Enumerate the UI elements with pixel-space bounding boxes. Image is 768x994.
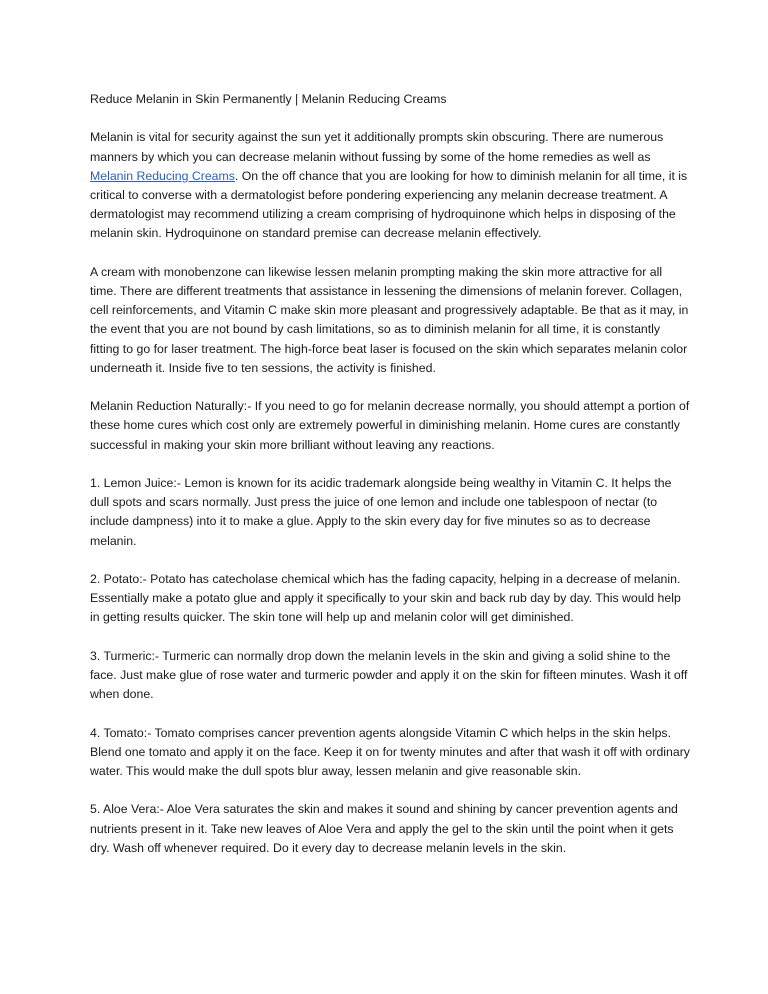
paragraph-lemon-juice: 1. Lemon Juice:- Lemon is known for its acidic trademark alongside being wealthy in Vitamin C. It helps the dull spots and scars normally. Just press the juice of one lemon and include one tablespoon of nectar (to include dampness) into it to make a glue. Apply to the skin every day for five minutes so as to decrease melanin. <box>90 476 672 548</box>
intro-text-before-link: Melanin is vital for security against the sun yet it additionally prompts skin obscuring. There are numerous manners by which you can decrease melanin without fussing by some of the home remedies as well as <box>90 130 664 164</box>
document-page <box>90 90 690 877</box>
intro-text-after-link: . On the off chance that you are looking for how to diminish melanin for all time, it is critical to converse with a dermatologist before pondering experiencing any melanin decrease treatment. A dermatologist may recommend utilizing a cream comprising of hydroquinone which helps in disposing of the melanin skin. Hydroquinone on standard premise can decrease melanin effectively. <box>90 168 688 241</box>
paragraph-potato: 2. Potato:- Potato has catecholase chemical which has the fading capacity, helping in a decrease of melanin. Essentially make a potato glue and apply it specifically to your skin and back rub day by day. This would help in getting results quicker. The skin tone will help up and melanin color will get diminished. <box>90 572 681 625</box>
paragraph-turmeric: 3. Turmeric:- Turmeric can normally drop down the melanin levels in the skin and giving a solid shine to the face. Just make glue of rose water and turmeric powder and apply it on the skin for fifteen minutes. Wash it off when done. <box>90 648 688 702</box>
melanin-reducing-creams-link[interactable]: Melanin Reducing Creams <box>90 168 235 183</box>
paragraph-treatments: A cream with monobenzone can likewise lessen melanin prompting making the skin more attractive for all time. There are different treatments that assistance in lessening the dimensions of melanin forever. Collagen, cell reinforcements, and Vitamin C make skin more pleasant and progressively adaptable. Be that as it may, in the event that you are not bound by cash limitations, so as to diminish melanin for all time, it is constantly fitting to go for laser treatment. The high-force beat laser is focused on the skin which separates melanin color underneath it. Inside five to ten sessions, the activity is finished. <box>90 264 689 375</box>
paragraph-natural-reduction: Melanin Reduction Naturally:- If you need to go for melanin decrease normally, you should attempt a portion of these home cures which cost only are extremely powerful in diminishing melanin. Home cures are constantly successful in making your skin more brilliant without leaving any reactions. <box>90 399 690 452</box>
intro-paragraph <box>90 128 690 243</box>
paragraph-tomato: 4. Tomato:- Tomato comprises cancer prevention agents alongside Vitamin C which helps in the skin helps. Blend one tomato and apply it on the face. Keep it on for twenty minutes and after that wash it off with ordinary water. This would make the dull spots blur away, lessen melanin and give reasonable skin. <box>90 725 690 778</box>
paragraph-aloe-vera: 5. Aloe Vera:- Aloe Vera saturates the skin and makes it sound and shining by cancer prevention agents and nutrients present in it. Take new leaves of Aloe Vera and apply the gel to the skin until the point when it gets dry. Wash off whenever required. Do it every day to decrease melanin levels in the skin. <box>90 802 678 855</box>
document-title: Reduce Melanin in Skin Permanently | Melanin Reducing Creams <box>90 92 447 106</box>
